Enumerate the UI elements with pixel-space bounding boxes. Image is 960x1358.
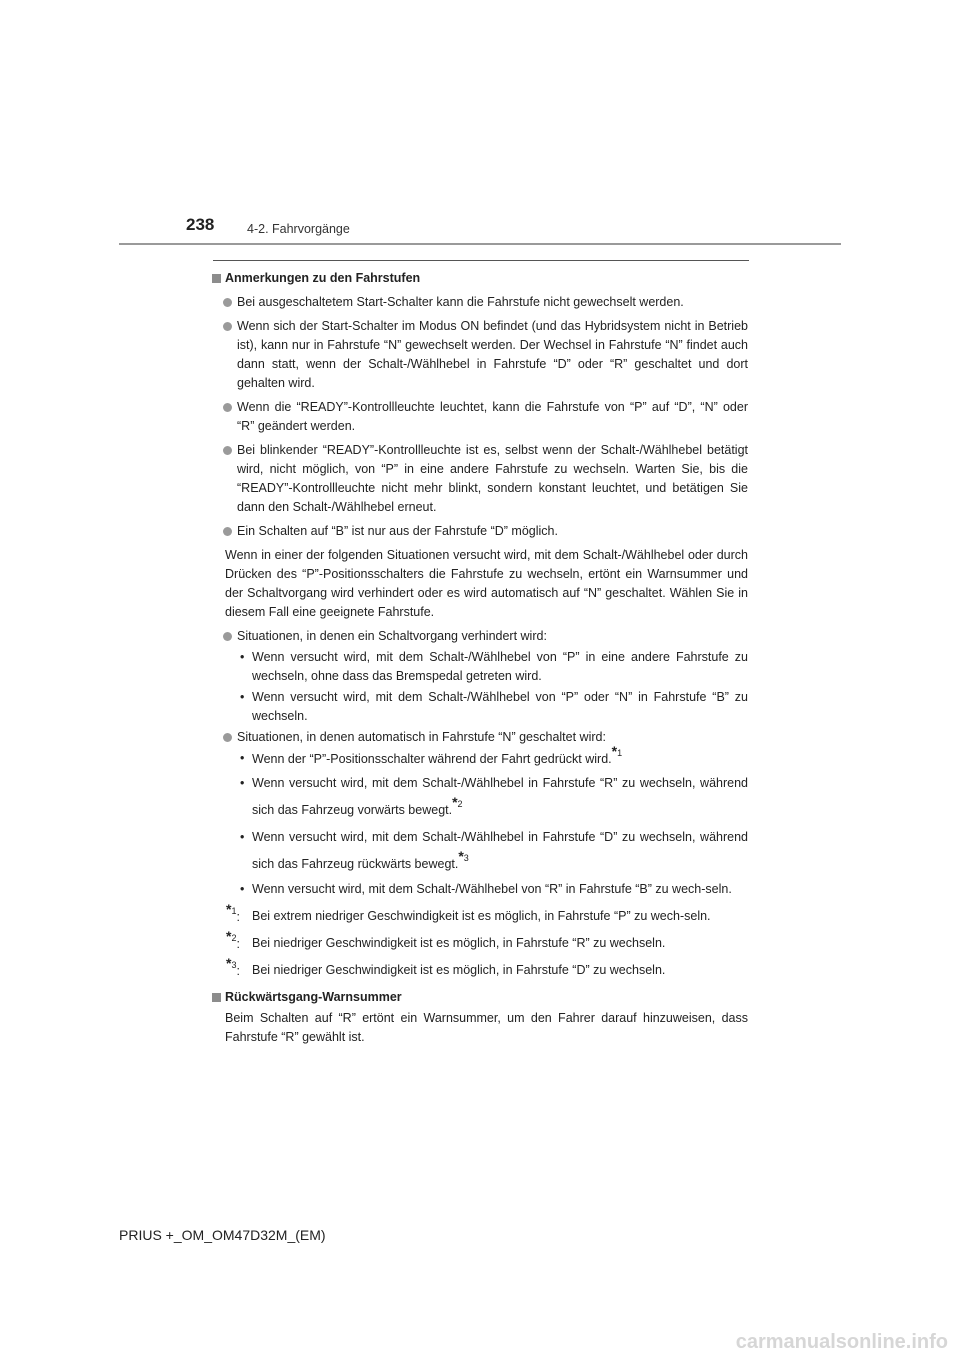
sub-bullet-icon: • xyxy=(240,650,245,664)
bullet-dot-icon xyxy=(223,403,232,412)
footnote-ref: 2 xyxy=(457,799,463,809)
bullet-dot-icon xyxy=(223,527,232,536)
header-rule xyxy=(119,243,841,245)
list-item: Wenn sich der Start-Schalter im Modus ON befindet (und das Hybridsystem nicht in Betrieb ist), kann nur in Fahrstufe “N” gewechselt werden. Der Wechsel in Fahrstufe “N” findet auch dann statt, wenn der Schalt-/Wählhebel in Fahrstufe “D” oder “R” geschaltet und dort gehalten wird. xyxy=(223,317,748,393)
list-item: Wenn die “READY”-Kontrollleuchte leuchtet, kann die Fahrstufe von “P” auf “D”, “N” oder “R” geändert werden. xyxy=(223,398,748,436)
sub-list-item: • Wenn der “P”-Positionsschalter während der Fahrt gedrückt wird.*$^1$ xyxy=(240,743,623,766)
footnote-ref: 1 xyxy=(617,748,623,758)
list-item: Situationen, in denen ein Schaltvorgang verhindert wird: xyxy=(223,627,748,646)
footnote: *$^3$: Bei niedriger Geschwindigkeit ist es möglich, in Fahrstufe “D” zu wechseln. xyxy=(226,955,666,978)
footnote-star-icon: * xyxy=(611,743,618,759)
bullet-dot-icon xyxy=(223,298,232,307)
section-heading-text: Anmerkungen zu den Fahrstufen xyxy=(225,271,421,285)
page-content xyxy=(212,268,748,1047)
section-title: 4-2. Fahrvorgänge xyxy=(247,222,350,236)
footnote-ref: 3 xyxy=(231,960,237,970)
footnote-text: Bei extrem niedriger Geschwindigkeit ist es möglich, in Fahrstufe “P” zu wech-seln. xyxy=(252,909,711,923)
list-item: Ein Schalten auf “B” ist nur aus der Fahrstufe “D” möglich. xyxy=(223,522,748,541)
sub-list-item: • Wenn versucht wird, mit dem Schalt-/Wählhebel von “P” in eine andere Fahrstufe zu wechseln, ohne dass das Bremspedal getreten wird. xyxy=(240,650,748,683)
list-item: Situationen, in denen automatisch in Fahrstufe “N” geschaltet wird: xyxy=(223,728,748,747)
section-heading xyxy=(212,988,748,1007)
sub-list-item: • Wenn versucht wird, mit dem Schalt-/Wählhebel von “R” in Fahrstufe “B” zu wech-seln. xyxy=(240,880,748,899)
sub-bullet-icon: • xyxy=(240,690,245,704)
body-paragraph: Wenn in einer der folgenden Situationen versucht wird, mit dem Schalt-/Wählhebel oder durch Drücken des “P”-Positionsschalters die Fahrstufe zu wechseln, ertönt ein Warnsummer und der Schaltvorgang wird verhindert oder es wird automatisch auf “N” geschaltet. Wählen Sie in diesem Fall eine geeignete Fahrstufe. xyxy=(225,548,748,619)
footnote-ref: 3 xyxy=(463,853,469,863)
bullet-dot-icon xyxy=(223,632,232,641)
sub-bullet-icon: • xyxy=(240,776,245,790)
bullet-dot-icon xyxy=(223,733,232,742)
sub-list-item: • Wenn versucht wird, mit dem Schalt-/Wählhebel in Fahrstufe “R” zu wechseln, während sich das Fahrzeug vorwärts bewegt.*$^2$ xyxy=(240,770,748,824)
sub-bullet-icon: • xyxy=(240,830,245,844)
square-marker-icon xyxy=(212,993,221,1002)
document-id: PRIUS +_OM_OM47D32M_(EM) xyxy=(119,1227,326,1243)
footnote-text: Bei niedriger Geschwindigkeit ist es möglich, in Fahrstufe “R” zu wechseln. xyxy=(252,936,666,950)
sub-bullet-icon: • xyxy=(240,751,245,765)
footnote: *$^2$: Bei niedriger Geschwindigkeit ist es möglich, in Fahrstufe “R” zu wechseln. xyxy=(226,928,666,951)
sub-list-item: • Wenn versucht wird, mit dem Schalt-/Wählhebel in Fahrstufe “D” zu wechseln, während sich das Fahrzeug rückwärts bewegt.*$^3$ xyxy=(240,824,748,878)
footnote-text: Bei niedriger Geschwindigkeit ist es möglich, in Fahrstufe “D” zu wechseln. xyxy=(252,963,666,977)
page-number: 238 xyxy=(186,215,215,234)
bullet-dot-icon xyxy=(223,322,232,331)
watermark: carmanualsonline.info xyxy=(735,1331,948,1353)
footnote-star-icon: * xyxy=(226,955,232,971)
footnote-star-icon: * xyxy=(458,848,464,864)
footnote-star-icon: * xyxy=(452,794,458,810)
content-top-rule xyxy=(213,260,749,261)
sub-bullet-icon: • xyxy=(240,882,245,896)
list-item: Bei ausgeschaltetem Start-Schalter kann die Fahrstufe nicht gewechselt werden. xyxy=(223,293,748,312)
section-heading xyxy=(212,269,748,288)
sub-list-item: • Wenn versucht wird, mit dem Schalt-/Wählhebel von “P” oder “N” in Fahrstufe “B” zu wechseln. xyxy=(240,690,748,723)
footnote-ref: 1 xyxy=(231,906,237,916)
body-paragraph: Beim Schalten auf “R” ertönt ein Warnsummer, um den Fahrer darauf hinzuweisen, dass Fahrstufe “R” gewählt ist. xyxy=(225,1011,748,1044)
footnote-ref: 2 xyxy=(231,933,237,943)
footnote-star-icon: * xyxy=(226,928,232,944)
list-item: Bei blinkender “READY”-Kontrollleuchte ist es, selbst wenn der Schalt-/Wählhebel betätigt wird, nicht möglich, von “P” in eine andere Fahrstufe zu wechseln. Warten Sie, bis die “READY”-Kontrollleuchte nicht mehr blinkt, sondern konstant leuchtet, und betätigen Sie dann den Schalt-/Wählhebel erneut. xyxy=(223,441,748,517)
square-marker-icon xyxy=(212,274,221,283)
footnote-star-icon: * xyxy=(226,901,232,917)
section-heading-text: Rückwärtsgang-Warnsummer xyxy=(225,990,402,1004)
bullet-dot-icon xyxy=(223,446,232,455)
footnote: *$^1$: Bei extrem niedriger Geschwindigkeit ist es möglich, in Fahrstufe “P” zu wech-seln. xyxy=(226,901,711,924)
